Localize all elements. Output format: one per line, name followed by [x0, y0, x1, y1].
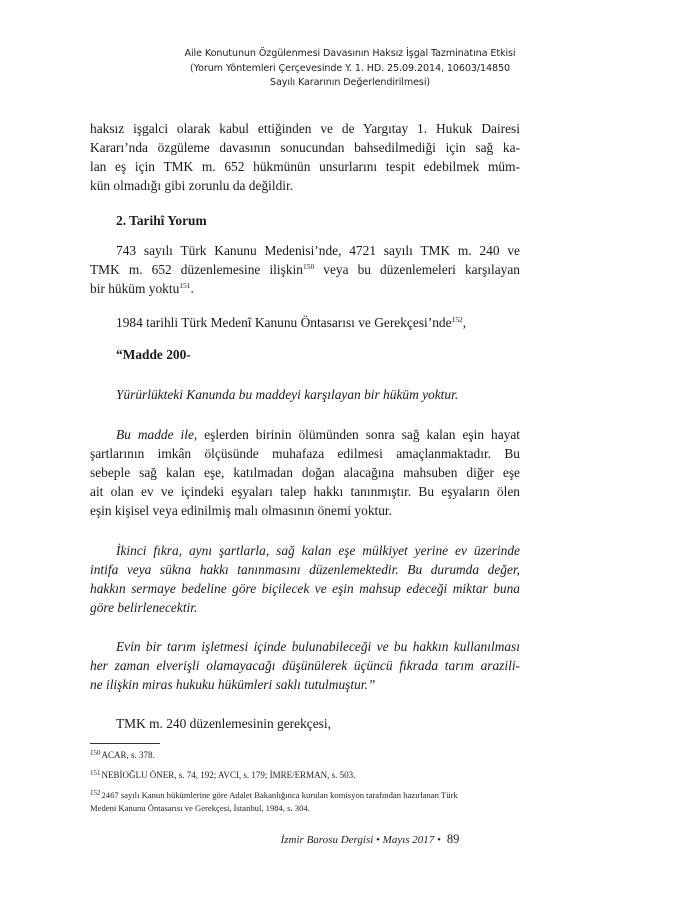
quote-line	[90, 425, 520, 444]
page-number: 89	[446, 832, 460, 846]
text-run: ,	[462, 315, 467, 330]
footnote-ref-152[interactable]: 152	[451, 315, 463, 324]
quote-paragraph-4	[90, 637, 520, 694]
paragraph-line	[90, 260, 520, 279]
footnote-number: 151	[90, 769, 101, 777]
footnote-152	[90, 787, 520, 815]
text-run: Bu madde ile	[116, 427, 194, 442]
paragraph-line: kün olmadığı gibi zorunlu da değildir.	[90, 178, 294, 193]
quote-line: göre belirlenecektir.	[90, 600, 198, 615]
running-header	[100, 47, 600, 91]
paragraph-line: TMK m. 240 düzenlemesinin gerekçesi,	[116, 716, 331, 731]
quote-line: Yürürlükteki Kanunda bu maddeyi karşılayan bir hüküm yoktur.	[116, 387, 459, 402]
section-heading-block	[90, 211, 520, 230]
paragraph-line: Kararı’nda özgüleme davasının sonucundan bahsedilmediği için sağ ka-	[90, 140, 520, 155]
paragraph-continuation	[90, 119, 520, 195]
quote-line: İkinci fıkra, aynı şartlarla, sağ kalan eşe mülkiyet yerine ev üzerinde	[116, 543, 520, 558]
paragraph-justification	[90, 714, 520, 733]
section-heading: 2. Tarihî Yorum	[116, 213, 207, 228]
quote-line: sebeple sağ kalan eşe, katılmadan doğan alacağına mahsuben diğer eşe	[90, 465, 520, 480]
quote-paragraph-2	[90, 425, 520, 520]
footnote-line: Medeni Kanunu Öntasarısı ve Gerekçesi, İstanbul, 1984, s. 304.	[90, 803, 310, 813]
quote-line: her zaman elverişli olamayacağı düşünülerek üçüncü fıkrada tarım arazili-	[90, 658, 520, 673]
footnote-ref-150[interactable]: 150	[302, 262, 315, 271]
quote-line: eşin kişisel veya edinilmiş malı olmasının önemi yoktur.	[90, 503, 393, 518]
quote-heading-block	[90, 345, 520, 364]
quote-paragraph-3	[90, 541, 520, 617]
quote-line: hakkın sermaye bedeline göre biçilecek ve eşin mahsup edeceği miktar buna	[90, 581, 520, 596]
footnote-150	[90, 747, 520, 762]
footnote-number: 150	[90, 749, 101, 757]
quote-paragraph-1	[90, 385, 520, 404]
quote-line: ne ilişkin miras hukuku hükümleri saklı tutulmuştur.”	[90, 677, 376, 692]
header-line-2: (Yorum Yöntemleri Çerçevesinde Y. 1. HD. 25.09.2014, 10603/14850	[189, 62, 511, 74]
text-run: veya bu düzenlemeleri karşılayan	[314, 262, 520, 277]
paragraph-historical	[90, 241, 520, 298]
quote-line: ait olan ev ve içindeki eşyaları talep hakkı tanınmıştır. Bu eşyaların ölen	[90, 484, 520, 499]
footnote-divider	[90, 743, 160, 744]
footnote-line	[90, 787, 520, 802]
footnote-text: NEBİOĞLU ÖNER, s. 74, 192; AVCI, s. 179; İMRE/ERMAN, s. 503.	[101, 770, 356, 780]
text-run: bir hüküm yoktu	[90, 281, 180, 296]
text-run: TMK m. 652 düzenlemesine ilişkin	[90, 262, 303, 277]
footnote-text: 2467 sayılı Kanun hükümlerine göre Adalet Bakanlığınca kurulan komisyon tarafından hazırlanan Türk	[101, 790, 458, 800]
journal-name: İzmir Barosu Dergisi • Mayıs 2017 •	[280, 834, 441, 846]
text-run: 1984 tarihli Türk Medenî Kanunu Öntasarısı ve Gerekçesi’nde	[116, 315, 452, 330]
footnote-151	[90, 767, 520, 782]
paragraph-line: haksız işgalci olarak kabul ettiğinden ve de Yargıtay 1. Hukuk Dairesi	[90, 121, 520, 136]
paragraph-draft	[90, 313, 520, 332]
page-footer	[220, 832, 520, 847]
quote-heading: “Madde 200-	[116, 347, 191, 362]
paragraph-line: 743 sayılı Türk Kanunu Medenisi’nde, 4721 sayılı TMK m. 240 ve	[116, 243, 520, 258]
quote-line: şartlarının imkân ölçüsünde muhafaza edilmesi amaçlanmaktadır. Bu	[90, 446, 520, 461]
text-run: , eşlerden birinin ölümünden sonra sağ kalan eşin hayat	[193, 427, 520, 442]
text-run: .	[190, 281, 194, 296]
paragraph-line	[90, 313, 520, 332]
paragraph-line	[90, 279, 520, 298]
header-line-3: Sayılı Kararının Değerlendirilmesi)	[269, 77, 431, 88]
quote-line: intifa veya sükna hakkı tanınmasını düzenlemektedir. Bu durumda değer,	[90, 562, 520, 577]
footnote-text: ACAR, s. 378.	[101, 750, 155, 760]
footnote-number: 152	[90, 789, 101, 797]
paragraph-line: lan eş için TMK m. 652 hükmünün unsurlarını tespit edebilmek müm-	[90, 159, 520, 174]
quote-line: Evin bir tarım işletmesi içinde bulunabileceği ve bu hakkın kullanılması	[116, 639, 520, 654]
footnote-ref-151[interactable]: 151	[179, 281, 191, 290]
header-line-1: Aile Konutunun Özgülenmesi Davasının Haksız İşgal Tazminatına Etkisi	[184, 48, 516, 59]
